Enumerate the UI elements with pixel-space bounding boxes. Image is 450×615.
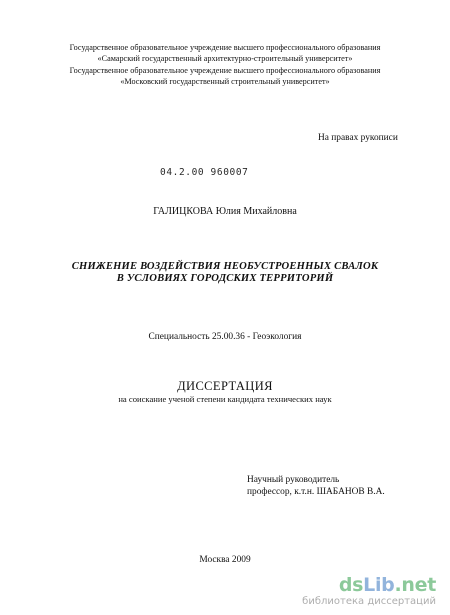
specialty-line: Специальность 25.00.36 - Геоэкология	[148, 332, 302, 342]
dissertation-title-line-1: СНИЖЕНИЕ ВОЗДЕЙСТВИЯ НЕОБУСТРОЕННЫХ СВАЛОК	[71, 261, 379, 272]
supervisor-name: профессор, к.т.н. ШАБАНОВ В.А.	[247, 487, 385, 497]
dslib-logo	[302, 576, 436, 595]
logo-lib-part: Lib	[363, 574, 395, 596]
watermark-subtitle: библиотека диссертаций	[302, 596, 436, 607]
registration-stamp: 04.2.00 960007	[160, 167, 249, 178]
degree-purpose-line: на соискание ученой степени кандидата технических наук	[118, 394, 332, 404]
supervisor-label: Научный руководитель	[247, 475, 340, 485]
city-and-year: Москва 2009	[199, 555, 251, 565]
institution-header-line-2: «Самарский государственный архитектурно-строительный университет»	[97, 54, 353, 63]
document-type-heading: ДИССЕРТАЦИЯ	[177, 379, 273, 393]
institution-header-line-4: «Московский государственный строительный университет»	[120, 77, 330, 86]
institution-header-line-1: Государственное образовательное учреждение высшего профессионального образования	[69, 43, 381, 52]
institution-header-line-3: Государственное образовательное учреждение высшего профессионального образования	[69, 66, 381, 75]
manuscript-rights-label: На правах рукописи	[318, 133, 398, 143]
dslib-watermark	[302, 576, 436, 607]
logo-ds-part: ds	[338, 574, 364, 596]
dissertation-title-line-2: В УСЛОВИЯХ ГОРОДСКИХ ТЕРРИТОРИЙ	[116, 273, 334, 284]
author-name: ГАЛИЦКОВА Юлия Михайловна	[153, 206, 297, 217]
logo-net-part: .net	[394, 574, 436, 596]
